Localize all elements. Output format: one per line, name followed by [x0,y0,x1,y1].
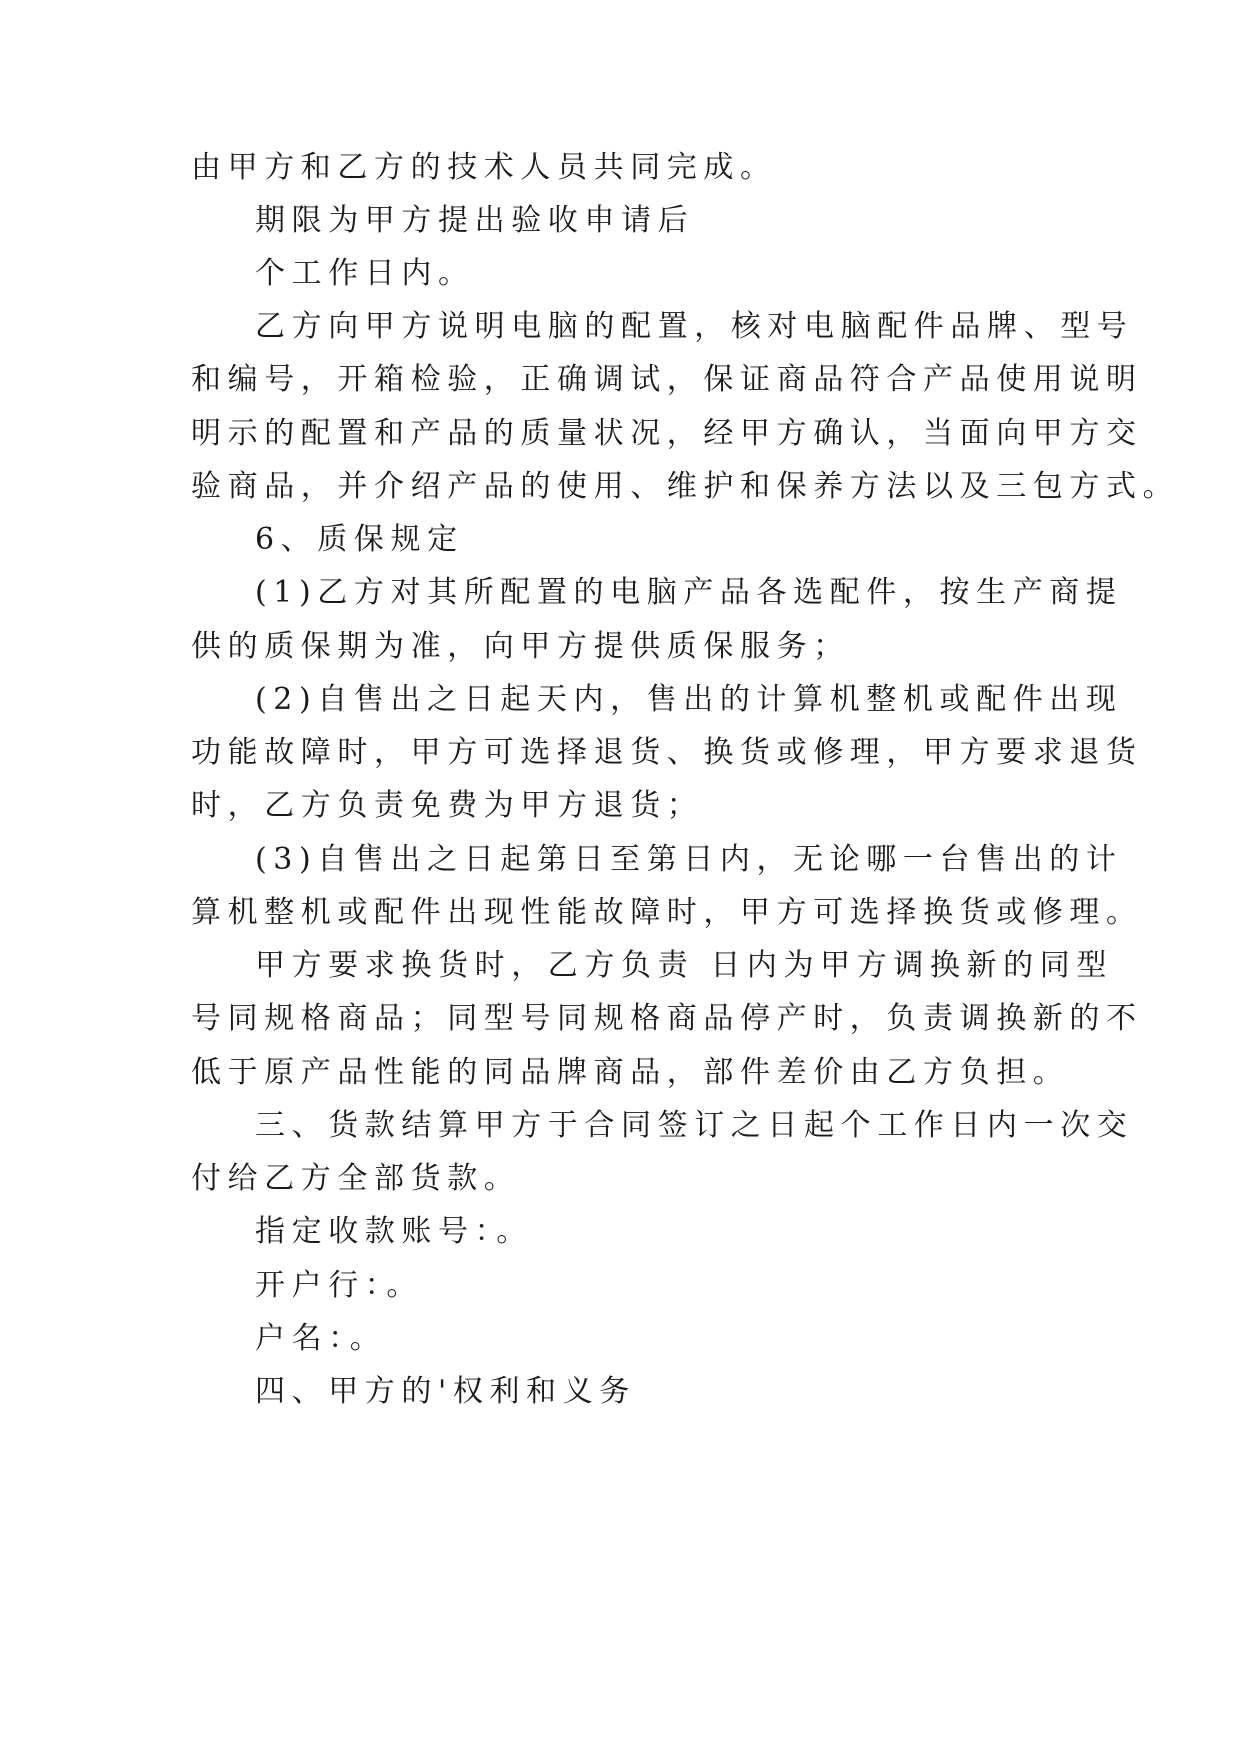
text-line: (1)乙方对其所配置的电脑产品各选配件，按生产商提 [255,575,1123,610]
text-line: 开户行：。 [255,1268,423,1303]
text-line: 时，乙方负责免费为甲方退货； [191,788,704,823]
text-line: 期限为甲方提出验收申请后 [255,203,695,238]
text-line: 明示的配置和产品的质量状况，经甲方确认，当面向甲方交 [191,416,1143,451]
section-heading: 三、货款结算甲方于合同签订之日起个工作日内一次交 [255,1108,1134,1143]
text-line: 付给乙方全部货款。 [191,1161,521,1196]
text-line: 算机整机或配件出现性能故障时，甲方可选择换货或修理。 [191,895,1143,930]
section-heading: 四、甲方的'权利和义务 [255,1374,636,1409]
text-line: 功能故障时，甲方可选择退货、换货或修理，甲方要求退货 [191,735,1143,770]
text-line: (3)自售出之日起第日至第日内，无论哪一台售出的计 [255,842,1123,877]
text-line: 乙方向甲方说明电脑的配置，核对电脑配件品牌、型号 [255,309,1134,344]
text-line: 供的质保期为准，向甲方提供质保服务； [191,629,850,664]
section-heading: 6、质保规定 [255,522,464,557]
text-line: 指定收款账号：。 [255,1214,533,1249]
text-line: 和编号，开箱检验，正确调试，保证商品符合产品使用说明 [191,362,1143,397]
text-line: (2)自售出之日起天内，售出的计算机整机或配件出现 [255,682,1123,717]
text-line: 甲方要求换货时，乙方负责 日内为甲方调换新的同型 [255,948,1113,983]
text-line: 低于原产品性能的同品牌商品，部件差价由乙方负担。 [191,1055,1070,1090]
text-line: 户名：。 [255,1321,387,1356]
text-line: 个工作日内。 [255,256,475,291]
text-line: 号同规格商品；同型号同规格商品停产时，负责调换新的不 [191,1001,1143,1036]
text-line: 由甲方和乙方的技术人员共同完成。 [191,150,777,185]
text-line: 验商品，并介绍产品的使用、维护和保养方法以及三包方式。 [191,469,1180,504]
